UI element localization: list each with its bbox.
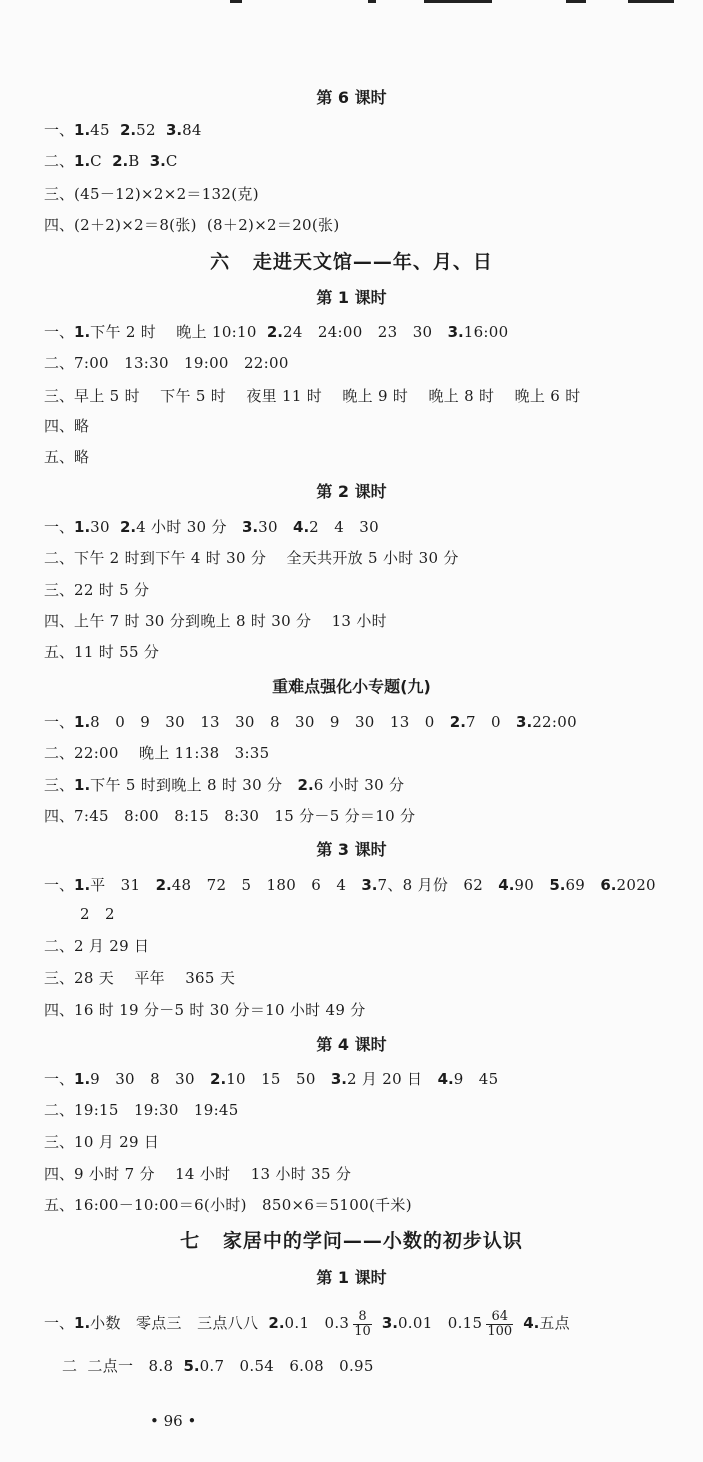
q-text: 4 小时 30 分 (136, 518, 242, 536)
answer-line (44, 1195, 412, 1215)
item-lead: 五、 (44, 448, 75, 466)
answer-line (44, 1132, 159, 1152)
q-number: 5. (183, 1357, 200, 1375)
q-text: 45 (90, 121, 120, 139)
item-lead: 四、 (44, 417, 75, 435)
lesson-title: 第 6 课时 (316, 88, 387, 107)
item-lead: 二、 (44, 1101, 75, 1119)
q-number: 2. (297, 776, 314, 794)
q-number: 1. (74, 152, 91, 170)
q-number: 4. (498, 876, 515, 894)
item-lead: 三、 (44, 969, 75, 987)
q-number: 4. (437, 1070, 454, 1088)
answer-line (44, 712, 577, 732)
answer-line (44, 1164, 351, 1184)
q-text: 16:00－10:00＝6(小时) 850×6＝5100(千米) (74, 1196, 412, 1214)
answer-line (44, 386, 581, 406)
q-text: 69 (565, 876, 601, 894)
fraction-numerator: 8 (353, 1310, 372, 1325)
answer-line (44, 215, 340, 235)
answer-line (44, 1100, 239, 1120)
answer-line-decimals (62, 1356, 374, 1376)
q-text: C (165, 152, 178, 170)
answer-line (44, 517, 379, 537)
item-lead: 二、 (44, 744, 75, 762)
q-number: 1. (74, 121, 91, 139)
q-text: 2 4 30 (309, 518, 379, 536)
q-text: 30 (258, 518, 294, 536)
item-lead: 三、 (44, 387, 75, 405)
q-text: 2 月 29 日 (74, 937, 150, 955)
q-text: 6 小时 30 分 (313, 776, 405, 794)
answer-line (44, 875, 656, 895)
item-lead: 一、 (44, 518, 75, 536)
answer-line (44, 416, 89, 436)
q-text: 19:15 19:30 19:45 (74, 1101, 239, 1119)
q-text: 22:00 晚上 11:38 3:35 (74, 744, 270, 762)
q-text: 24 24:00 23 30 (282, 323, 448, 341)
q-text: 早上 5 时 下午 5 时 夜里 11 时 晚上 9 时 晚上 8 时 晚上 6 时 (74, 387, 581, 405)
q-text: 小数 零点三 三点八八 (90, 1314, 269, 1332)
q-number: 5. (549, 876, 566, 894)
item-lead: 二 二点一 8.8 (62, 1357, 184, 1375)
answer-line (44, 775, 404, 795)
q-text: 10 15 50 (226, 1070, 331, 1088)
q-number: 3. (330, 1070, 348, 1088)
q-text: B (128, 152, 150, 170)
item-lead: 二、 (44, 152, 75, 170)
q-text: (2＋2)×2＝8(张) (8＋2)×2＝20(张) (74, 216, 340, 234)
answer-line (44, 1000, 366, 1020)
q-text: 2 月 20 日 (347, 1070, 438, 1088)
q-text: 下午 2 时到下午 4 时 30 分 全天共开放 5 小时 30 分 (74, 549, 459, 567)
q-text: 7:45 8:00 8:15 8:30 15 分－5 分＝10 分 (74, 807, 416, 825)
q-text: 22 时 5 分 (74, 581, 150, 599)
q-number: 3. (149, 152, 166, 170)
answer-line (44, 936, 149, 956)
q-number: 2. (155, 876, 172, 894)
q-text: (45－12)×2×2＝132(克) (74, 185, 259, 203)
item-lead: 一、 (44, 876, 75, 894)
unit-title: 六 走进天文馆——年、月、日 (210, 251, 493, 273)
item-lead: 四、 (44, 1001, 75, 1019)
lesson-title: 第 4 课时 (316, 1035, 387, 1054)
q-number: 1. (74, 1070, 91, 1088)
item-lead: 一、 (44, 713, 75, 731)
q-text: 10 月 29 日 (74, 1133, 160, 1151)
q-text: 48 72 5 180 6 4 (171, 876, 362, 894)
answer-line (44, 1069, 498, 1089)
q-text: 9 小时 7 分 14 小时 13 小时 35 分 (74, 1165, 352, 1183)
q-number: 1. (74, 776, 91, 794)
q-text: 0.1 0.3 (284, 1314, 350, 1332)
q-number: 2. (449, 713, 466, 731)
q-text: 30 (90, 518, 120, 536)
q-number: 1. (74, 876, 91, 894)
q-number: 2. (268, 1314, 285, 1332)
lesson-title: 第 1 课时 (316, 1268, 387, 1287)
q-text: 16 时 19 分－5 时 30 分＝10 小时 49 分 (74, 1001, 366, 1019)
q-number: 3. (361, 876, 378, 894)
q-number: 2. (119, 121, 137, 139)
q-number: 6. (600, 876, 617, 894)
q-number: 1. (74, 713, 91, 731)
answer-line (44, 151, 178, 171)
q-text: 11 时 55 分 (74, 643, 160, 661)
q-number: 1. (74, 323, 91, 341)
answer-line-fractions (44, 1305, 570, 1341)
answer-line (44, 580, 149, 600)
q-text: 16:00 (463, 323, 509, 341)
item-lead: 四、 (44, 612, 75, 630)
q-text: 下午 2 时 晚上 10:10 (90, 323, 267, 341)
q-text: C (90, 152, 113, 170)
q-text: 7 0 (465, 713, 517, 731)
answer-line (44, 548, 459, 568)
answer-line (44, 743, 270, 763)
answer-line (44, 120, 202, 140)
q-text: 8 0 9 30 13 30 8 30 9 30 13 0 (90, 713, 450, 731)
lesson-title: 第 3 课时 (316, 840, 387, 859)
q-text: 2020 (616, 876, 656, 894)
q-number: 1. (74, 518, 91, 536)
answer-line (44, 642, 159, 662)
fraction-denominator: 100 (487, 1323, 513, 1339)
top-edge-marks (0, 0, 703, 4)
lesson-title: 第 2 课时 (316, 482, 387, 501)
fraction-numerator: 64 (486, 1310, 513, 1325)
fraction-64-100 (486, 1310, 513, 1339)
lesson-title: 第 1 课时 (316, 288, 387, 307)
answer-line (44, 447, 89, 467)
unit-title: 七 家居中的学问——小数的初步认识 (180, 1230, 523, 1252)
answer-line (44, 806, 415, 826)
q-text: 9 45 (453, 1070, 499, 1088)
q-text: 0.7 0.54 6.08 0.95 (199, 1357, 374, 1375)
item-lead: 一、 (44, 1070, 75, 1088)
item-lead: 一、 (44, 323, 75, 341)
q-text: 90 (514, 876, 550, 894)
item-lead: 二、 (44, 549, 75, 567)
q-text: 五点 (539, 1314, 570, 1332)
item-lead: 三、 (44, 185, 75, 203)
q-text: 略 (74, 448, 90, 466)
q-number: 3. (165, 121, 183, 139)
fraction-denominator: 10 (354, 1323, 371, 1339)
item-lead: 一、 (44, 121, 75, 139)
answer-line (44, 353, 289, 373)
q-text: 0.01 0.15 (397, 1314, 483, 1332)
item-lead: 四、 (44, 807, 75, 825)
q-text: 下午 5 时到晚上 8 时 30 分 (90, 776, 298, 794)
page-number: • 96 • (150, 1412, 197, 1430)
q-number: 2. (266, 323, 283, 341)
q-number: 3. (241, 518, 259, 536)
item-lead: 三、 (44, 581, 75, 599)
answer-line (80, 904, 115, 924)
item-lead: 四、 (44, 1165, 75, 1183)
item-lead: 三、 (44, 776, 75, 794)
q-text: 22:00 (532, 713, 577, 731)
q-number: 3. (447, 323, 464, 341)
q-text: 28 天 平年 365 天 (74, 969, 236, 987)
q-number: 2. (119, 518, 137, 536)
fraction-8-10 (353, 1310, 372, 1339)
q-text: 7:00 13:30 19:00 22:00 (74, 354, 289, 372)
q-number: 3. (381, 1314, 398, 1332)
q-number: 4. (293, 518, 310, 536)
answer-line (44, 184, 259, 204)
lesson-title: 重难点强化小专题(九) (272, 677, 431, 696)
q-text: 9 30 8 30 (90, 1070, 211, 1088)
item-lead: 一、 (44, 1314, 75, 1332)
q-text: 7、8 月份 62 (377, 876, 499, 894)
item-lead: 二、 (44, 937, 75, 955)
q-number: 2. (112, 152, 129, 170)
q-text: 略 (74, 417, 90, 435)
q-number: 4. (523, 1314, 540, 1332)
q-number: 1. (74, 1314, 91, 1332)
item-lead: 二、 (44, 354, 75, 372)
item-lead: 五、 (44, 643, 75, 661)
answer-line (44, 322, 508, 342)
answer-line (44, 968, 235, 988)
q-text: 平 31 (90, 876, 156, 894)
answer-line (44, 611, 387, 631)
item-lead: 三、 (44, 1133, 75, 1151)
q-number: 3. (516, 713, 533, 731)
item-lead: 四、 (44, 216, 75, 234)
q-text: 上午 7 时 30 分到晚上 8 时 30 分 13 小时 (74, 612, 387, 630)
q-text: 52 (136, 121, 166, 139)
q-text: 2 2 (80, 905, 115, 923)
q-text: 84 (182, 121, 202, 139)
q-number: 2. (210, 1070, 227, 1088)
item-lead: 五、 (44, 1196, 75, 1214)
